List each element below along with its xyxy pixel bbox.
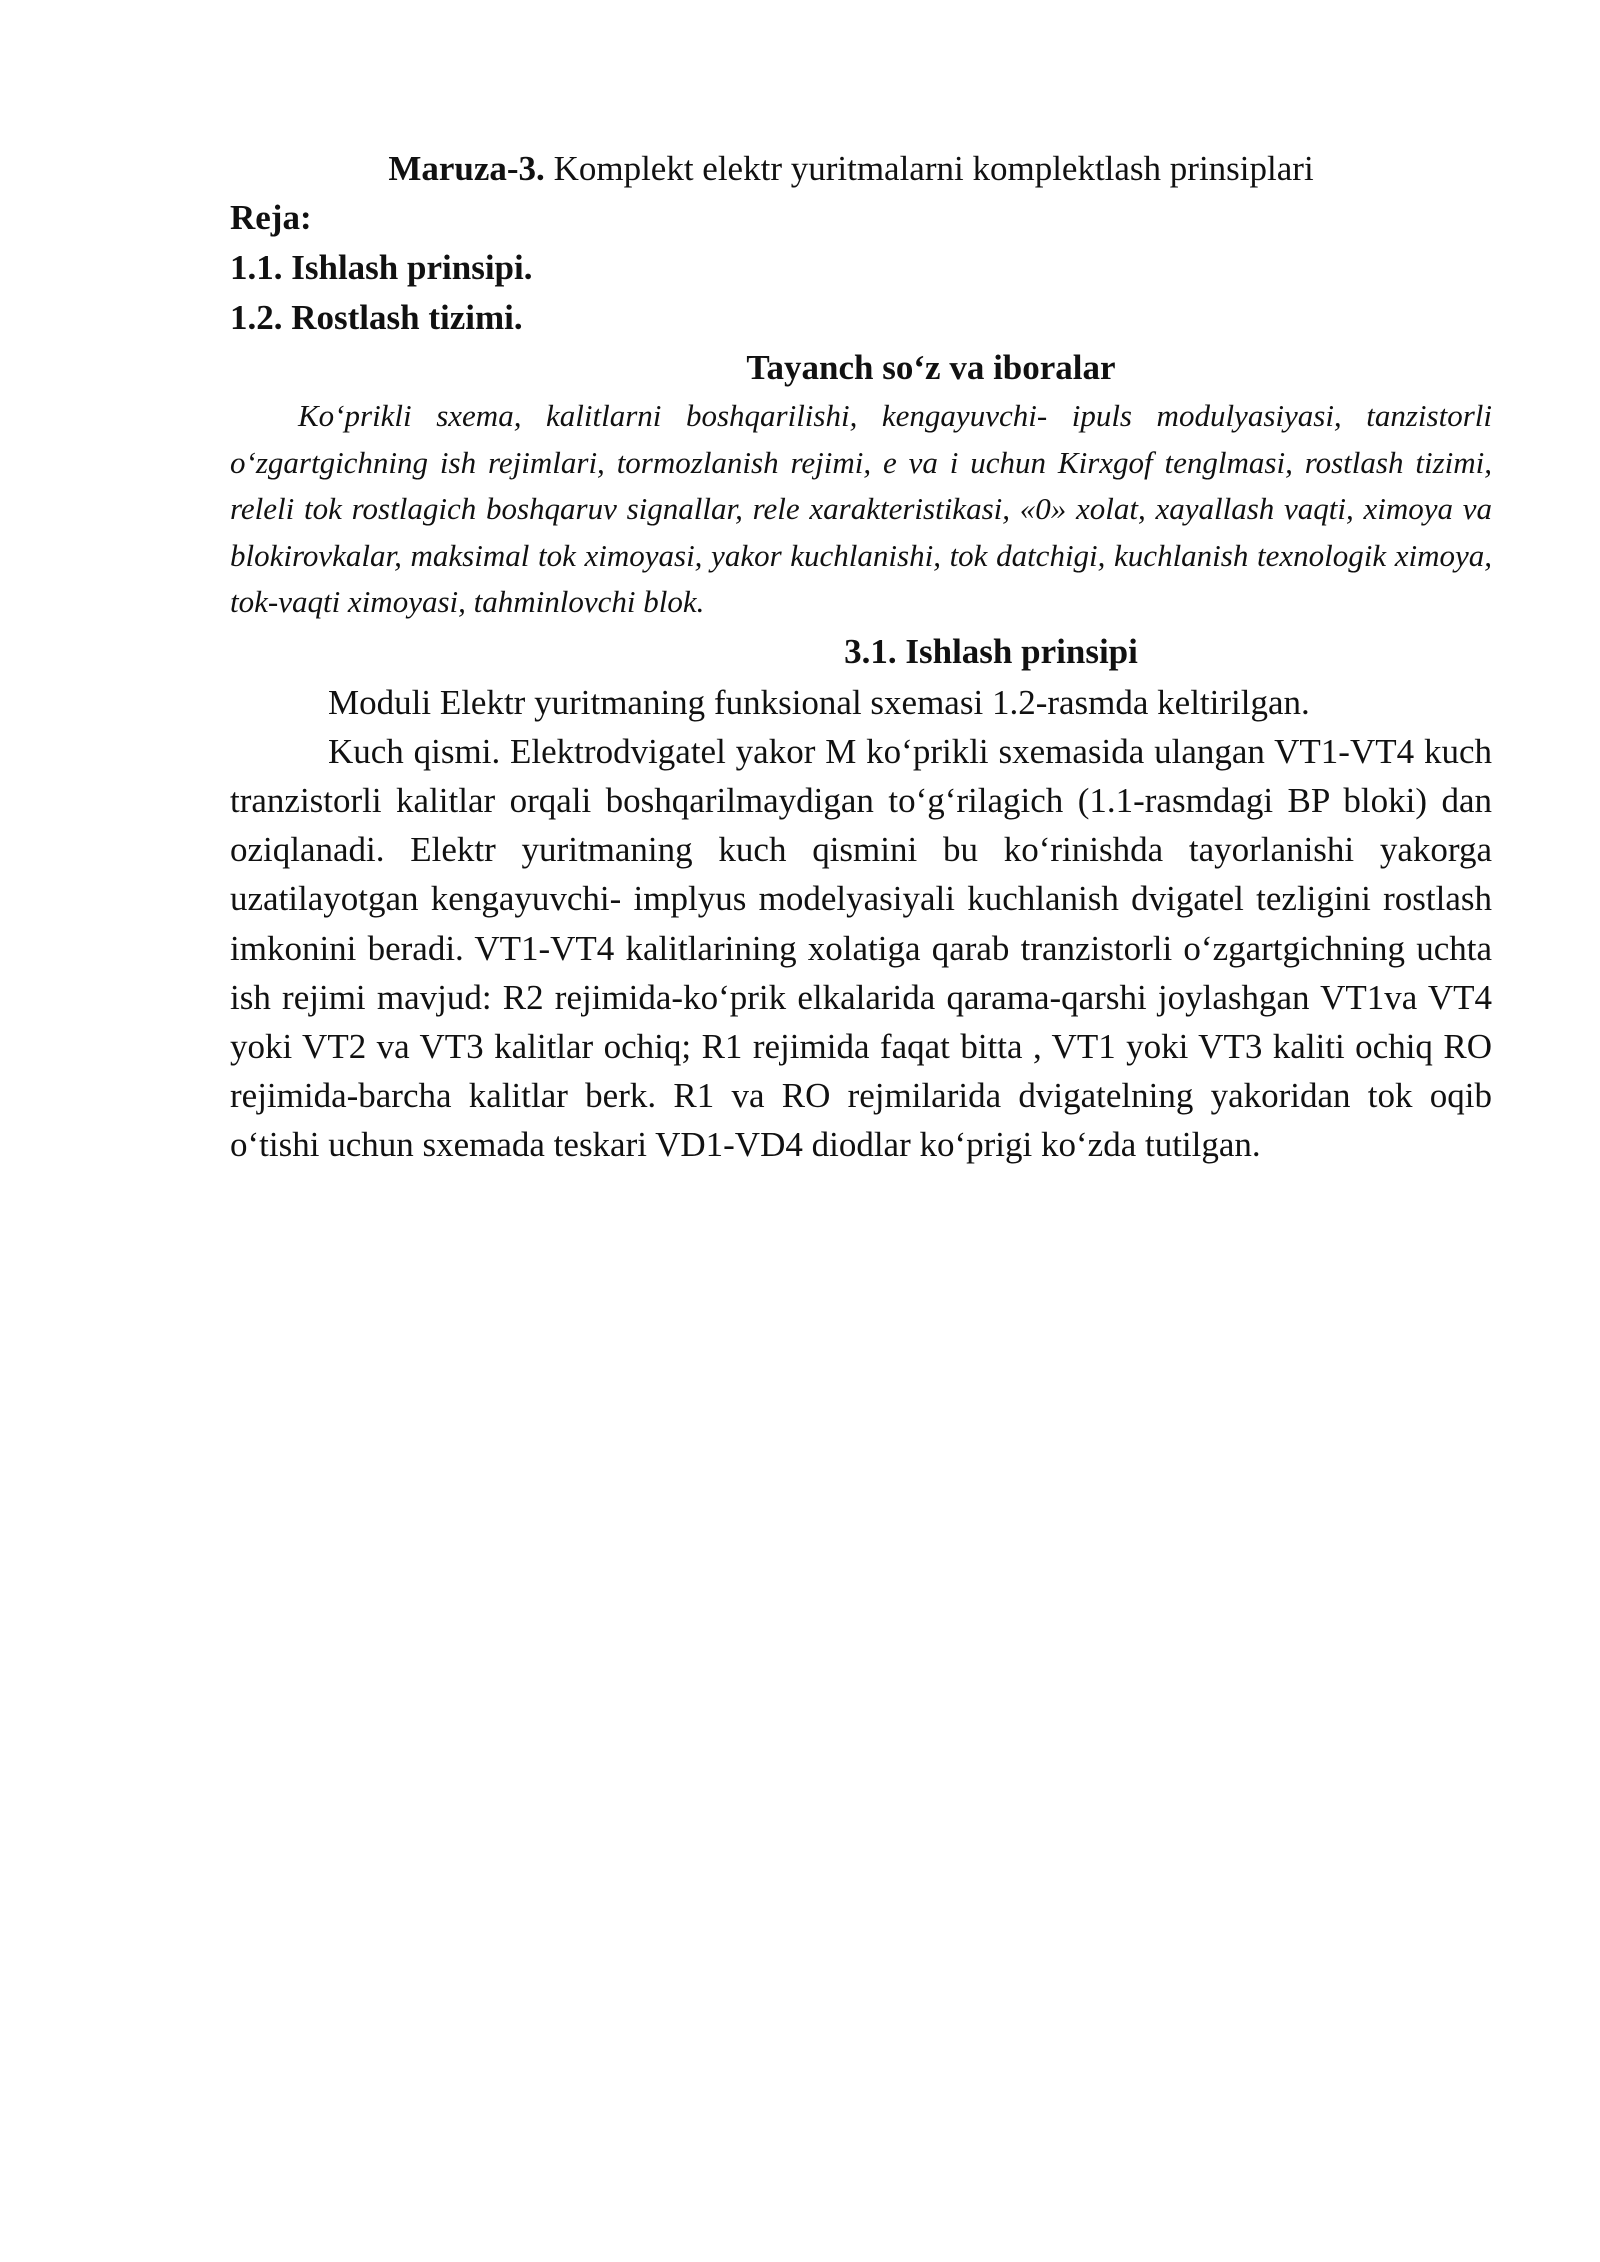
keywords-heading: Tayanch so‘z va iboralar bbox=[746, 348, 1116, 387]
section-paragraph: Moduli Elektr yuritmaning funksional sxemasi 1.2-rasmda keltirilgan. bbox=[328, 682, 1310, 722]
section-heading: 3.1. Ishlash prinsipi bbox=[844, 631, 1138, 671]
lecture-number: Maruza-3. bbox=[388, 149, 545, 188]
plan-label: Reja: bbox=[230, 198, 312, 237]
plan-item: 1.1. Ishlash prinsipi. bbox=[230, 248, 533, 287]
section-paragraph: Kuch qismi. Elektrodvigatel yakor M ko‘prikli sxemasida ulangan VT1-VT4 kuch tranzistorli kalitlar orqali boshqarilmaydigan to‘g‘rilagich (1.1-rasmdagi BP bloki) dan oziqlanadi. Elektr yuritmaning kuch qismini bu ko‘rinishda tayorlanishi yakorga uzatilayotgan kengayuvchi- implyus modelyasiyali kuchlanish dvigatel tezligini rostlash imkonini beradi. VT1-VT4 kalitlarining xolatiga qarab tranzistorli o‘zgartgichning uchta ish rejimi mavjud: R2 rejimida-ko‘prik elkalarida qarama-qarshi joylashgan VT1va VT4 yoki VT2 va VT3 kalitlar ochiq; R1 rejimida faqat bitta , VT1 yoki VT3 kaliti ochiq RO rejimida-barcha kalitlar berk. R1 va RO rejmilarida dvigatelning yakoridan tok oqib o‘tishi uchun sxemada teskari VD1-VD4 diodlar ko‘prigi ko‘zda tutilgan. bbox=[230, 731, 1492, 1165]
keywords-text: Ko‘prikli sxema, kalitlarni boshqarilishi, kengayuvchi- ipuls modulyasiyasi, tanzistorli o‘zgartgichning ish rejimlari, tormozlanish rejimi, e va i uchun Kirxgof tenglmasi, rostlash tizimi, releli tok rostlagich boshqaruv signallar, rele xarakteristikasi, «0» xolat, xayallash vaqti, ximoya va blokirovkalar, maksimal tok ximoyasi, yakor kuchlanishi, tok datchigi, kuchlanish texnologik ximoya, tok-vaqti ximoyasi, tahminlovchi blok. bbox=[230, 398, 1492, 619]
lecture-topic: Komplekt elektr yuritmalarni komplektlash prinsiplari bbox=[544, 149, 1314, 188]
document-page bbox=[230, 145, 1492, 1170]
lecture-title bbox=[230, 145, 1492, 193]
plan-item: 1.2. Rostlash tizimi. bbox=[230, 298, 523, 337]
